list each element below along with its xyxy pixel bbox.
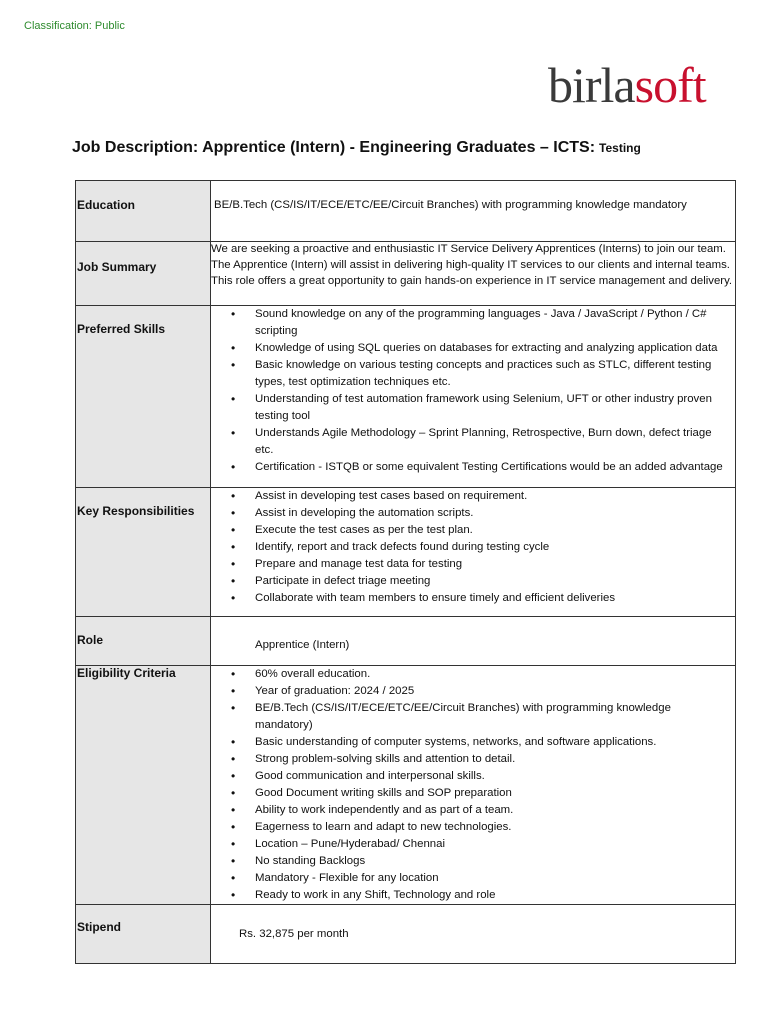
stipend-text: Rs. 32,875 per month bbox=[239, 928, 349, 940]
row-role bbox=[76, 617, 736, 666]
key-responsibilities-label: Key Responsibilities bbox=[77, 504, 195, 518]
list-item: • Participate in defect triage meeting bbox=[211, 573, 735, 590]
value-cell-education bbox=[211, 181, 736, 242]
list-item: • Prepare and manage test data for testing bbox=[211, 556, 735, 573]
key-responsibilities-list bbox=[211, 488, 735, 607]
list-item: • Identify, report and track defects found during testing cycle bbox=[211, 539, 735, 556]
list-item: • Understands Agile Methodology – Sprint Planning, Retrospective, Burn down, defect triage etc. bbox=[211, 425, 735, 459]
label-cell-education bbox=[76, 181, 211, 242]
preferred-skills-label: Preferred Skills bbox=[77, 322, 166, 336]
row-preferred-skills bbox=[76, 306, 736, 488]
job-summary-text: We are seeking a proactive and enthusiastic IT Service Delivery Apprentices (Interns) to join our team. The Apprentice (Intern) will assist in delivering high-quality IT services to our clients and internal teams. This role offers a great opportunity to gain hands-on experience in IT service management and delivery. bbox=[211, 243, 733, 287]
list-item: • 60% overall education. bbox=[211, 666, 735, 683]
title-suffix: Testing bbox=[599, 141, 641, 155]
row-education bbox=[76, 181, 736, 242]
title-text: Job Description: Apprentice (Intern) - Engineering Graduates – ICTS: bbox=[72, 139, 596, 156]
row-eligibility bbox=[76, 666, 736, 905]
job-summary-label: Job Summary bbox=[77, 260, 157, 274]
page-title bbox=[72, 139, 641, 157]
list-item: • Assist in developing test cases based on requirement. bbox=[211, 488, 735, 505]
role-text: Apprentice (Intern) bbox=[255, 639, 350, 651]
list-item: • No standing Backlogs bbox=[211, 853, 735, 870]
list-item: • Basic understanding of computer systems, networks, and software applications. bbox=[211, 734, 735, 751]
list-item: • Collaborate with team members to ensure timely and efficient deliveries bbox=[211, 590, 735, 607]
row-key-responsibilities bbox=[76, 488, 736, 617]
label-cell-preferred-skills bbox=[76, 306, 211, 488]
label-cell-stipend bbox=[76, 905, 211, 964]
birlasoft-logo bbox=[548, 57, 706, 113]
list-item: • Understanding of test automation framework using Selenium, UFT or other industry proven testing tool bbox=[211, 391, 735, 425]
eligibility-list bbox=[211, 666, 735, 904]
value-cell-role bbox=[211, 617, 736, 666]
job-description-table bbox=[75, 180, 736, 964]
preferred-skills-list bbox=[211, 306, 735, 476]
list-item: • Good communication and interpersonal skills. bbox=[211, 768, 735, 785]
list-item: • Basic knowledge on various testing concepts and practices such as STLC, different testing types, test optimization techniques etc. bbox=[211, 357, 735, 391]
list-item: • Assist in developing the automation scripts. bbox=[211, 505, 735, 522]
value-cell-stipend bbox=[211, 905, 736, 964]
list-item: • Mandatory - Flexible for any location bbox=[211, 870, 735, 887]
value-cell-eligibility bbox=[211, 666, 736, 905]
value-cell-job-summary bbox=[211, 242, 736, 306]
list-item: • BE/B.Tech (CS/IS/IT/ECE/ETC/EE/Circuit Branches) with programming knowledge mandatory) bbox=[211, 700, 735, 734]
eligibility-label: Eligibility Criteria bbox=[77, 666, 176, 680]
list-item: • Strong problem-solving skills and attention to detail. bbox=[211, 751, 735, 768]
logo-text-soft: soft bbox=[634, 57, 706, 113]
list-item: • Knowledge of using SQL queries on databases for extracting and analyzing application data bbox=[211, 340, 735, 357]
list-item: • Ready to work in any Shift, Technology and role bbox=[211, 887, 735, 904]
label-cell-job-summary bbox=[76, 242, 211, 306]
logo-text-birla: birla bbox=[548, 57, 635, 113]
list-item: • Certification - ISTQB or some equivalent Testing Certifications would be an added advantage bbox=[211, 459, 735, 476]
list-item: • Execute the test cases as per the test plan. bbox=[211, 522, 735, 539]
list-item: • Sound knowledge on any of the programming languages - Java / JavaScript / Python / C# scripting bbox=[211, 306, 735, 340]
label-cell-key-responsibilities bbox=[76, 488, 211, 617]
education-text: BE/B.Tech (CS/IS/IT/ECE/ETC/EE/Circuit Branches) with programming knowledge mandatory bbox=[214, 199, 687, 211]
stipend-label: Stipend bbox=[77, 920, 121, 934]
list-item: • Ability to work independently and as part of a team. bbox=[211, 802, 735, 819]
label-cell-eligibility bbox=[76, 666, 211, 905]
value-cell-key-responsibilities bbox=[211, 488, 736, 617]
list-item: • Good Document writing skills and SOP preparation bbox=[211, 785, 735, 802]
list-item: • Eagerness to learn and adapt to new technologies. bbox=[211, 819, 735, 836]
list-item: • Location – Pune/Hyderabad/ Chennai bbox=[211, 836, 735, 853]
education-label: Education bbox=[77, 198, 136, 212]
row-job-summary bbox=[76, 242, 736, 306]
value-cell-preferred-skills bbox=[211, 306, 736, 488]
classification-label: Classification: Public bbox=[24, 20, 125, 32]
row-stipend bbox=[76, 905, 736, 964]
role-label: Role bbox=[77, 633, 104, 647]
label-cell-role bbox=[76, 617, 211, 666]
list-item: • Year of graduation: 2024 / 2025 bbox=[211, 683, 735, 700]
